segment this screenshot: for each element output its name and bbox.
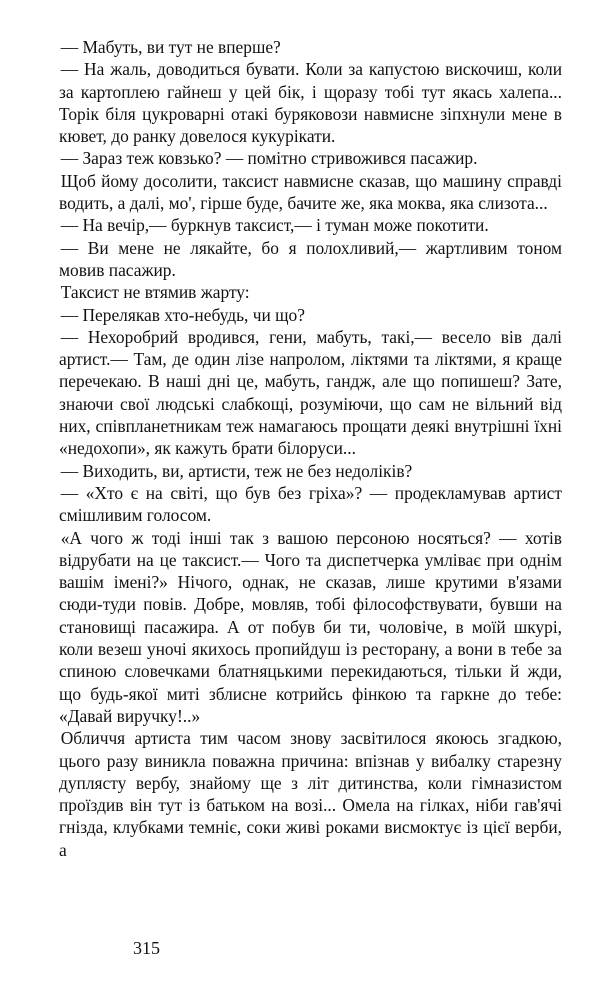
paragraph: — Ви мене не лякайте, бо я полохливий,— жартливим тоном мовив пасажир.: [59, 237, 562, 280]
paragraph: Щоб йому досолити, таксист навмисне сказав, що машину справді водить, а далі, мо', гірше буде, бачите же, яка моква, яка слизота...: [59, 170, 562, 214]
page-number: 315: [133, 938, 160, 958]
paragraph: Таксист не втямив жарту:: [60, 282, 250, 303]
paragraph: — «Хто є на світі, що був без гріха»? — продекламував артист смішливим голосом.: [59, 482, 562, 526]
paragraph: «А чого ж тоді інші так з вашою персоною носяться? — хотів відрубати на це таксист.— Чого та диспетчерка умліває при однім вашім імені?» Нічого, однак, не сказав, лише крутими в'язами сюди-туди повів. Добре, мовляв, тобі філософствувати, бувши на становищі пасажира. А от побув би ти, чоловіче, в моїй шкурі, коли везеш уночі якихось пропийдуш із ресторану, а вони в тебе за спиною словечками блатняцькими перекидаються, тільки й жди, що будь-якої миті зблисне котрийсь фінкою та гаркне до тебе: «Давай виручку!..»: [59, 527, 562, 726]
paragraph: — Виходить, ви, артисти, теж не без недоліків?: [60, 460, 413, 481]
paragraph: — Перелякав хто-небудь, чи що?: [60, 304, 305, 325]
page-text: [59, 36, 562, 861]
paragraph: — На вечір,— буркнув таксист,— і туман може покотити.: [60, 215, 489, 236]
paragraph: — На жаль, доводиться бувати. Коли за капустою вискочиш, коли за картоплею гайнеш у цей бік, і щоразу тобі тут якась халепа... Торік біля цукроварні отакі буряковози навмисне зіпхнули мене в кювет, до ранку довелося кукурікати.: [59, 59, 562, 147]
paragraph: — Мабуть, ви тут не вперше?: [60, 37, 281, 57]
paragraph: Обличчя артиста тим часом знову засвітилося якоюсь згадкою, цього разу виникла поважна причина: впізнав у вибалку старезну дуплясту вербу, знайому ще з літ дитинства, коли гімназистом проїздив він тут із батьком на возі... Омела на гілках, ніби гав'ячі гнізда, клубками темніє, соки живі роками висмоктує із цієї верби, а: [59, 728, 562, 860]
paragraph: — Зараз теж ковзько? — помітно стривожився пасажир.: [60, 148, 478, 169]
paragraph: — Нехоробрий вродився, гени, мабуть, такі,— весело вів далі артист.— Там, де один лізе напролом, ліктями та ліктями, я краще перечекаю. В наші дні це, мабуть, гандж, але що попишеш? Зате, знаючи свої людські слабкощі, розуміючи, що сам не вільний від них, співпланетникам теж намагаюсь прощати деякі внутрішні їхні «недохопи», як кажуть брати білоруси...: [59, 326, 562, 459]
